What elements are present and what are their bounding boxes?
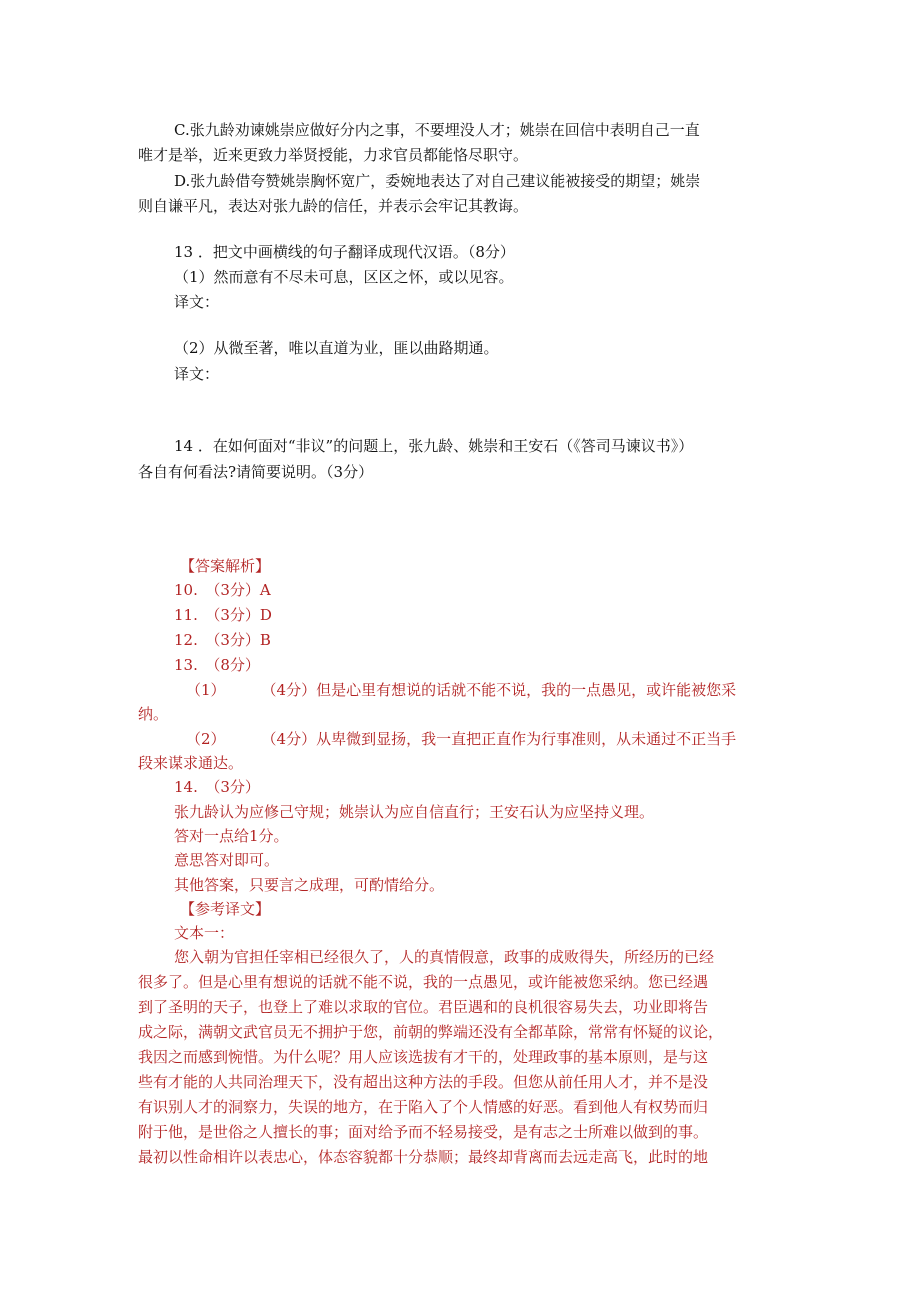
q13-item-1: （1）然而意有不尽未可息，区区之怀，或以见容。 [174, 268, 514, 286]
answer-10: 10. （3分）A [174, 581, 271, 599]
answer-14-note-1: 答对一点给1分。 [174, 827, 289, 845]
option-c-line-2: 唯才是举，近来更致力举贤授能，力求官员都能恪尽职守。 [138, 146, 529, 164]
translation-line: 成之际，满朝文武官员无不拥护于您，前朝的弊端还没有全都革除，常常有怀疑的议论， [138, 1023, 724, 1041]
answer-13-2-continued: 段来谋求通达。 [138, 754, 244, 772]
q14-line-1: 14 ．在如何面对“非议”的问题上，张九龄、姚崇和王安石（《答司马谏议书》） [174, 437, 694, 455]
option-c-line-1: C.张九龄劝谏姚崇应做好分内之事，不要埋没人才；姚崇在回信中表明自己一直 [174, 121, 700, 139]
q13-translate-label-1: 译文： [174, 293, 220, 311]
answer-13-2-text: （4分）从卑微到显扬，我一直把正直作为行事准则，从未通过不正当手 [261, 730, 737, 748]
translation-line: 有识别人才的洞察力，失误的地方，在于陷入了个人情感的好恶。看到他人有权势而归 [138, 1098, 709, 1116]
translation-line: 我因之而感到惋惜。为什么呢？用人应该选拔有才干的，处理政事的基本原则，是与这 [138, 1048, 709, 1066]
translation-line: 您入朝为官担任宰相已经很久了，人的真情假意，政事的成败得失，所经历的已经 [174, 948, 715, 966]
answer-14: 14. （3分） [174, 778, 260, 796]
answer-13: 13. （8分） [174, 656, 260, 674]
translation-line: 些有才能的人共同治理天下，没有超出这种方法的手段。但您从前任用人才，并不是没 [138, 1073, 709, 1091]
option-d-line-1: D.张九龄借夸赞姚崇胸怀宽广，委婉地表达了对自己建议能被接受的期望；姚崇 [174, 172, 701, 190]
answer-14-note-2: 意思答对即可。 [174, 851, 280, 869]
translation-line: 附于他，是世俗之人擅长的事；面对给予而不轻易接受，是有志之士所难以做到的事。 [138, 1123, 709, 1141]
answer-13-1-number: （1） [186, 681, 226, 699]
answer-13-1-text: （4分）但是心里有想说的话就不能不说，我的一点愚见，或许能被您采 [261, 681, 737, 699]
translation-line: 到了圣明的天子，也登上了难以求取的官位。君臣遇和的良机很容易失去，功业即将告 [138, 998, 709, 1016]
q13-prompt: 13 ．把文中画横线的句子翻译成现代汉语。（8分） [174, 243, 515, 261]
answer-13-1 [186, 680, 736, 700]
translation-heading: 【参考译文】 [180, 900, 271, 918]
answer-14-note-3: 其他答案，只要言之成理，可酌情给分。 [174, 876, 445, 894]
answer-14-text: 张九龄认为应修己守规；姚崇认为应自信直行；王安石认为应坚持义理。 [174, 803, 655, 821]
q13-item-2: （2）从微至著，唯以直道为业，匪以曲路期通。 [174, 339, 499, 357]
answer-13-1-continued: 纳。 [138, 705, 169, 723]
translation-line: 最初以性命相许以表忠心，体态容貌都十分恭顺；最终却背离而去远走高飞，此时的地 [138, 1148, 709, 1166]
translation-line: 很多了。但是心里有想说的话就不能不说，我的一点愚见，或许能被您采纳。您已经遇 [138, 973, 709, 991]
q13-translate-label-2: 译文： [174, 365, 220, 383]
answer-11: 11. （3分）D [174, 606, 272, 624]
answer-13-2 [186, 729, 736, 749]
answer-12: 12. （3分）B [174, 631, 271, 649]
answer-13-2-number: （2） [186, 730, 226, 748]
answers-heading: 【答案解析】 [180, 557, 271, 575]
translation-text-label: 文本一： [174, 924, 235, 942]
option-d-line-2: 则自谦平凡，表达对张九龄的信任，并表示会牢记其教诲。 [138, 197, 529, 215]
q14-line-2: 各自有何看法?请简要说明。（3分） [138, 463, 374, 481]
